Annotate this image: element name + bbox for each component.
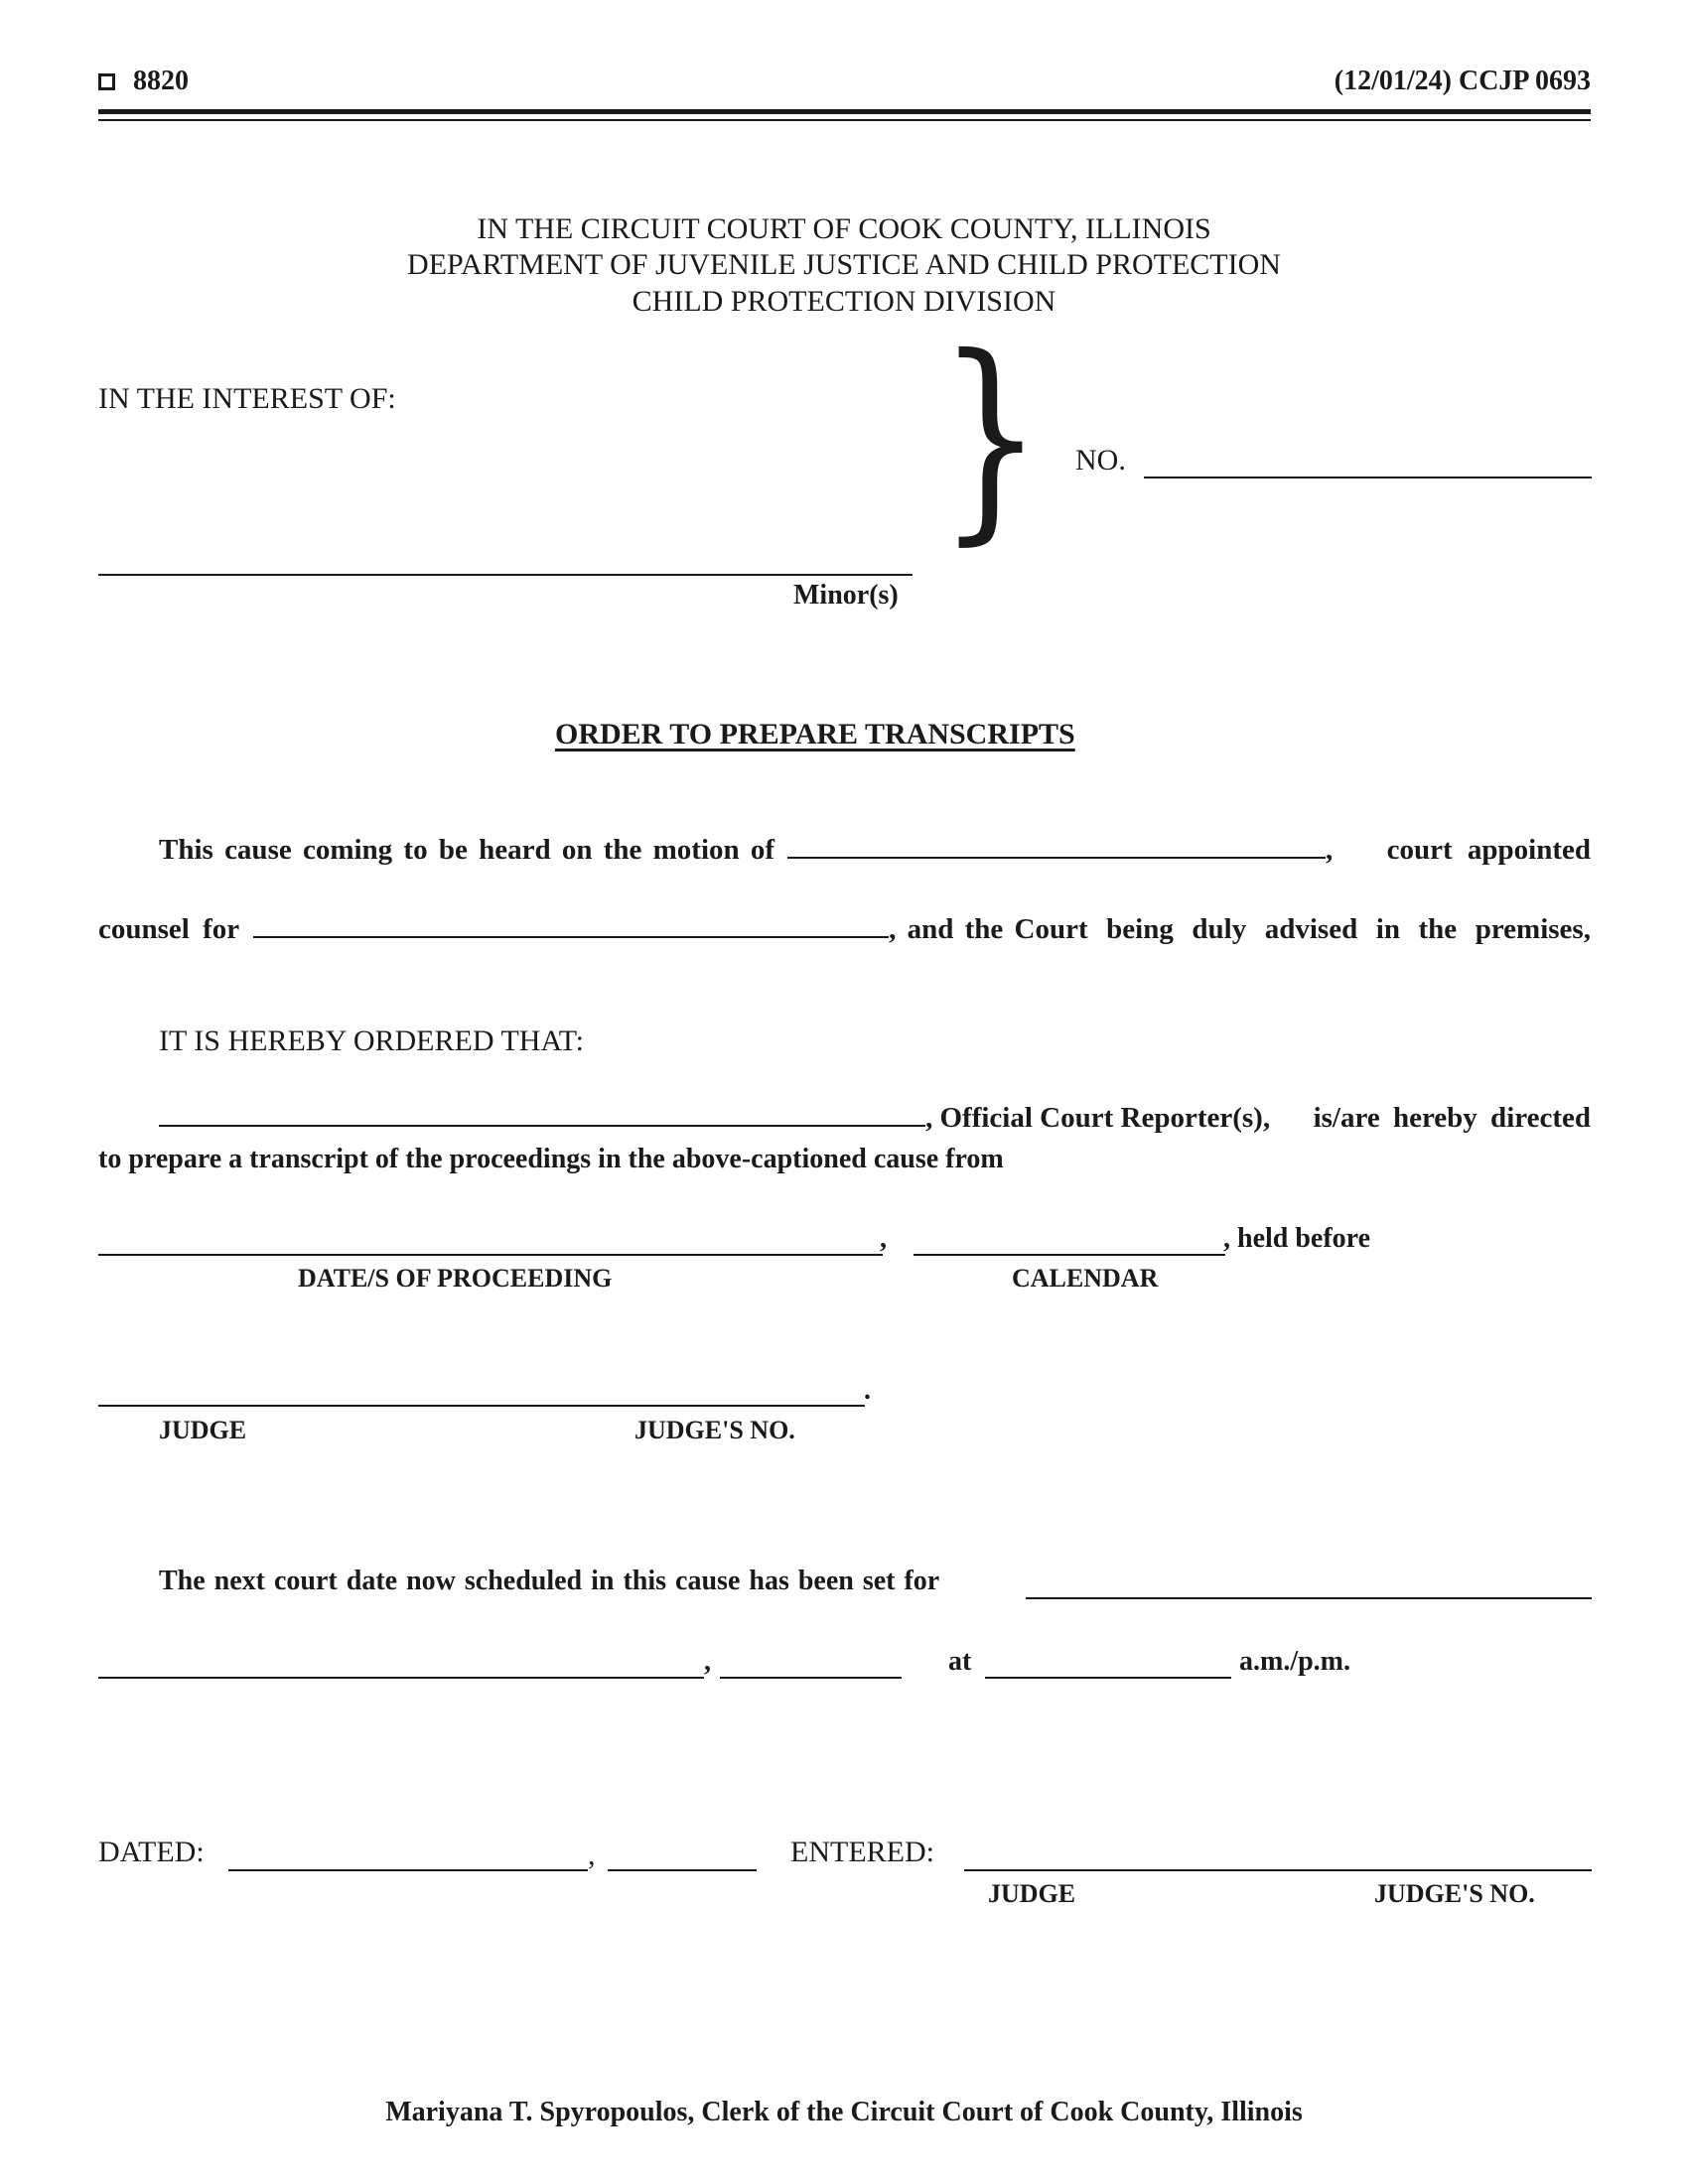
dated-label: DATED: (98, 1836, 205, 1868)
counsel-prefix: counsel for (98, 913, 240, 945)
movant-name-blank[interactable] (787, 856, 1326, 859)
curly-brace: } (938, 310, 1043, 564)
period: . (864, 1375, 871, 1406)
minor-name-line[interactable] (98, 574, 913, 576)
ampm-label: a.m./p.m. (1239, 1646, 1350, 1677)
entered-label: ENTERED: (790, 1836, 934, 1868)
counsel-suffix: , and the Court being duly advised in the premises, (889, 913, 1591, 945)
header-rule-thin (98, 119, 1591, 121)
minors-label: Minor(s) (793, 580, 899, 611)
ordered-heading: IT IS HEREBY ORDERED THAT: (159, 1024, 584, 1057)
next-date-month-day-line[interactable] (98, 1677, 704, 1679)
judge-label: JUDGE (159, 1416, 247, 1444)
court-reporter-blank[interactable] (159, 1124, 925, 1127)
entered-judge-label: JUDGE (988, 1879, 1076, 1908)
clerk-footer: Mariyana T. Spyropoulos, Clerk of the Circuit Court of Cook County, Illinois (385, 2097, 1303, 2127)
reporter-suffix: , Official Court Reporter(s), is/are hereby directed (925, 1102, 1591, 1134)
counsel-for-blank[interactable] (253, 935, 889, 938)
judge-line[interactable] (98, 1405, 865, 1407)
case-no-line[interactable] (1144, 477, 1592, 478)
at-label: at (948, 1646, 972, 1677)
held-before-label: , held before (1223, 1223, 1371, 1254)
next-date-year-line[interactable] (720, 1677, 902, 1679)
court-heading-line1: IN THE CIRCUIT COURT OF COOK COUNTY, ILLINOIS (477, 212, 1211, 245)
dated-year-line[interactable] (608, 1869, 757, 1871)
dates-of-proceeding-line[interactable] (98, 1254, 883, 1256)
entered-judge-no-label: JUDGE'S NO. (1374, 1879, 1535, 1908)
time-line[interactable] (985, 1677, 1231, 1679)
dates-of-proceeding-label: DATE/S OF PROCEEDING (298, 1264, 613, 1293)
case-no-label: NO. (1075, 444, 1126, 477)
court-heading-line2: DEPARTMENT OF JUVENILE JUSTICE AND CHILD PROTECTION (407, 248, 1281, 281)
motion-prefix: This cause coming to be heard on the motion of (159, 834, 775, 866)
transcript-line: to prepare a transcript of the proceedings in the above-captioned cause from (98, 1144, 1004, 1174)
order-title: ORDER TO PREPARE TRANSCRIPTS (555, 718, 1075, 751)
header-rule-thick (98, 109, 1591, 114)
next-date-line[interactable] (1026, 1597, 1592, 1599)
judge-no-label: JUDGE'S NO. (634, 1416, 795, 1444)
entered-judge-line[interactable] (964, 1869, 1592, 1871)
court-heading-line3: CHILD PROTECTION DIVISION (632, 285, 1056, 318)
calendar-label: CALENDAR (1012, 1264, 1159, 1293)
interest-label: IN THE INTEREST OF: (98, 382, 396, 415)
checkbox-icon[interactable] (98, 73, 115, 90)
reporter-line (98, 1102, 1591, 1135)
next-date-comma: , (704, 1646, 711, 1677)
revision-code: (12/01/24) CCJP 0693 (1334, 66, 1591, 96)
next-date-prefix: The next court date now scheduled in this cause has been set for (159, 1566, 940, 1596)
dated-comma: , (588, 1839, 596, 1871)
form-number: 8820 (98, 66, 189, 97)
motion-line (98, 834, 1591, 867)
dated-month-day-line[interactable] (228, 1869, 588, 1871)
calendar-line[interactable] (914, 1254, 1225, 1256)
counsel-line (98, 913, 1591, 946)
motion-suffix: , court appointed (1326, 834, 1591, 866)
comma-separator: , (880, 1223, 887, 1254)
